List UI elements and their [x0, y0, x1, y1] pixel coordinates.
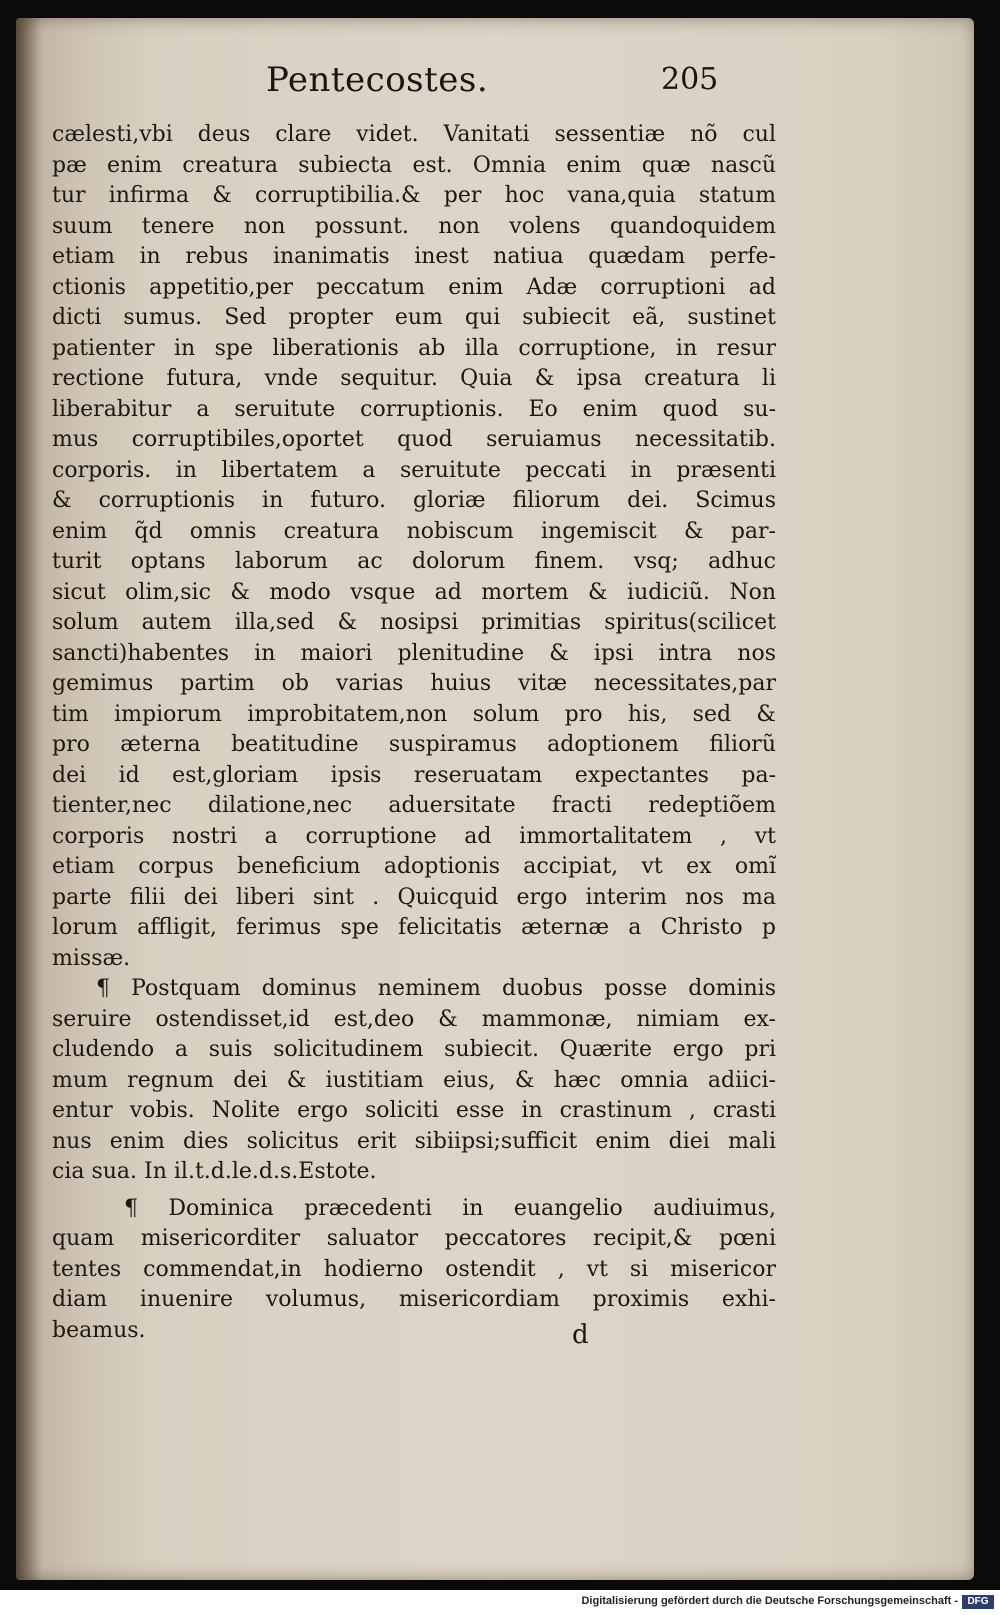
text-line: pro æterna beatitudine suspiramus adoptionem filiorũ	[52, 732, 776, 757]
text-line: diam inuenire volumus, misericordiam proximis exhi-	[52, 1287, 776, 1312]
text-line: parte filii dei liberi sint . Quicquid ergo interim nos ma	[52, 884, 776, 910]
text-line: rectione futura, vnde sequitur. Quia & ipsa creatura li	[52, 366, 776, 391]
text-line: dicti sumus. Sed propter eum qui subiecit eã, sustinet	[52, 305, 776, 330]
footer-credit: Digitalisierung gefördert durch die Deutsche Forschungsgemeinschaft -	[581, 1595, 958, 1607]
text-line: tienter,nec dilatione,nec aduersitate fracti redeptiõem	[52, 793, 776, 818]
text-line: turit optans laborum ac dolorum finem. vsq; adhuc	[52, 549, 776, 574]
text-line: missæ.	[52, 945, 131, 971]
text-line: entur vobis. Nolite ergo soliciti esse in crastinum , crasti	[52, 1098, 776, 1123]
dfg-logo-icon: DFG	[962, 1595, 994, 1609]
text-line: mum regnum dei & iustitiam eius, & hæc omnia adiici-	[52, 1067, 776, 1093]
text-line: suum tenere non possunt. non volens quandoquidem	[52, 213, 776, 239]
paragraph-romans-commentary	[52, 120, 776, 974]
text-line: sicut olim,sic & modo vsque ad mortem & iudiciũ. Non	[52, 579, 776, 605]
text-line: gemimus partim ob varias huius vitæ necessitates,par	[52, 671, 776, 696]
paragraph-gospel-summary	[52, 974, 776, 1188]
text-line: cælesti,vbi deus clare videt. Vanitati sessentiæ nõ cul	[52, 122, 776, 147]
text-line: beamus.	[52, 1317, 146, 1343]
paragraph-dominica	[52, 1194, 776, 1347]
page-gutter-shadow	[16, 18, 42, 1580]
signature-mark: d	[572, 1320, 589, 1350]
text-line: cia sua. In il.t.d.le.d.s.Estote.	[52, 1159, 377, 1184]
text-line: mus corruptibiles,oportet quod seruiamus necessitatib.	[52, 427, 776, 452]
text-line: quam misericorditer saluator peccatores recipit,& pœni	[52, 1226, 776, 1251]
text-line: ¶ Postquam dominus neminem duobus posse dominis	[96, 976, 776, 1001]
text-line: solum autem illa,sed & nosipsi primitias spiritus(scilicet	[52, 610, 776, 635]
running-head	[16, 60, 974, 108]
text-line: tur infirma & corruptibilia.& per hoc vana,quia statum	[52, 183, 776, 208]
text-line: tim impiorum improbitatem,non solum pro his, sed &	[52, 701, 776, 727]
text-line: ¶ Dominica præcedenti in euangelio audiuimus,	[124, 1195, 776, 1221]
text-line: cludendo a suis solicitudinem subiecit. Quærite ergo pri	[52, 1037, 776, 1062]
text-line: sancti)habentes in maiori plenitudine & ipsi intra nos	[52, 640, 776, 666]
text-line: seruire ostendisset,id est,deo & mammonæ, nimiam ex-	[52, 1006, 776, 1032]
text-line: corporis nostri a corruptione ad immortalitatem , vt	[52, 823, 776, 849]
text-line: lorum affligit, ferimus spe felicitatis æternæ a Christo p	[52, 915, 776, 940]
text-line: nus enim dies solicitus erit sibiipsi;sufficit enim diei mali	[52, 1128, 776, 1154]
book-page	[16, 18, 974, 1580]
text-line: etiam corpus beneficium adoptionis accipiat, vt ex omĩ	[52, 854, 776, 879]
page-number: 205	[661, 62, 719, 97]
text-line: liberabitur a seruitute corruptionis. Eo enim quod su-	[52, 396, 776, 422]
text-line: & corruptionis in futuro. gloriæ filiorum dei. Scimus	[52, 488, 776, 513]
text-line: dei id est,gloriam ipsis reseruatam expectantes pa-	[52, 762, 776, 788]
text-line: pæ enim creatura subiecta est. Omnia enim quæ nascũ	[52, 152, 776, 178]
digitization-footer	[0, 1592, 1000, 1615]
text-line: enim q̃d omnis creatura nobiscum ingemiscit & par-	[52, 518, 776, 544]
text-line: etiam in rebus inanimatis inest natiua quædam perfe-	[52, 244, 776, 269]
text-line: patienter in spe liberationis ab illa corruptione, in resur	[52, 335, 776, 361]
main-text	[52, 120, 776, 1346]
text-line: tentes commendat,in hodierno ostendit , vt si misericor	[52, 1256, 776, 1282]
text-line: ctionis appetitio,per peccatum enim Adæ corruptioni ad	[52, 274, 776, 300]
text-line: corporis. in libertatem a seruitute peccati in præsenti	[52, 457, 776, 483]
running-title: Pentecostes.	[266, 60, 489, 100]
